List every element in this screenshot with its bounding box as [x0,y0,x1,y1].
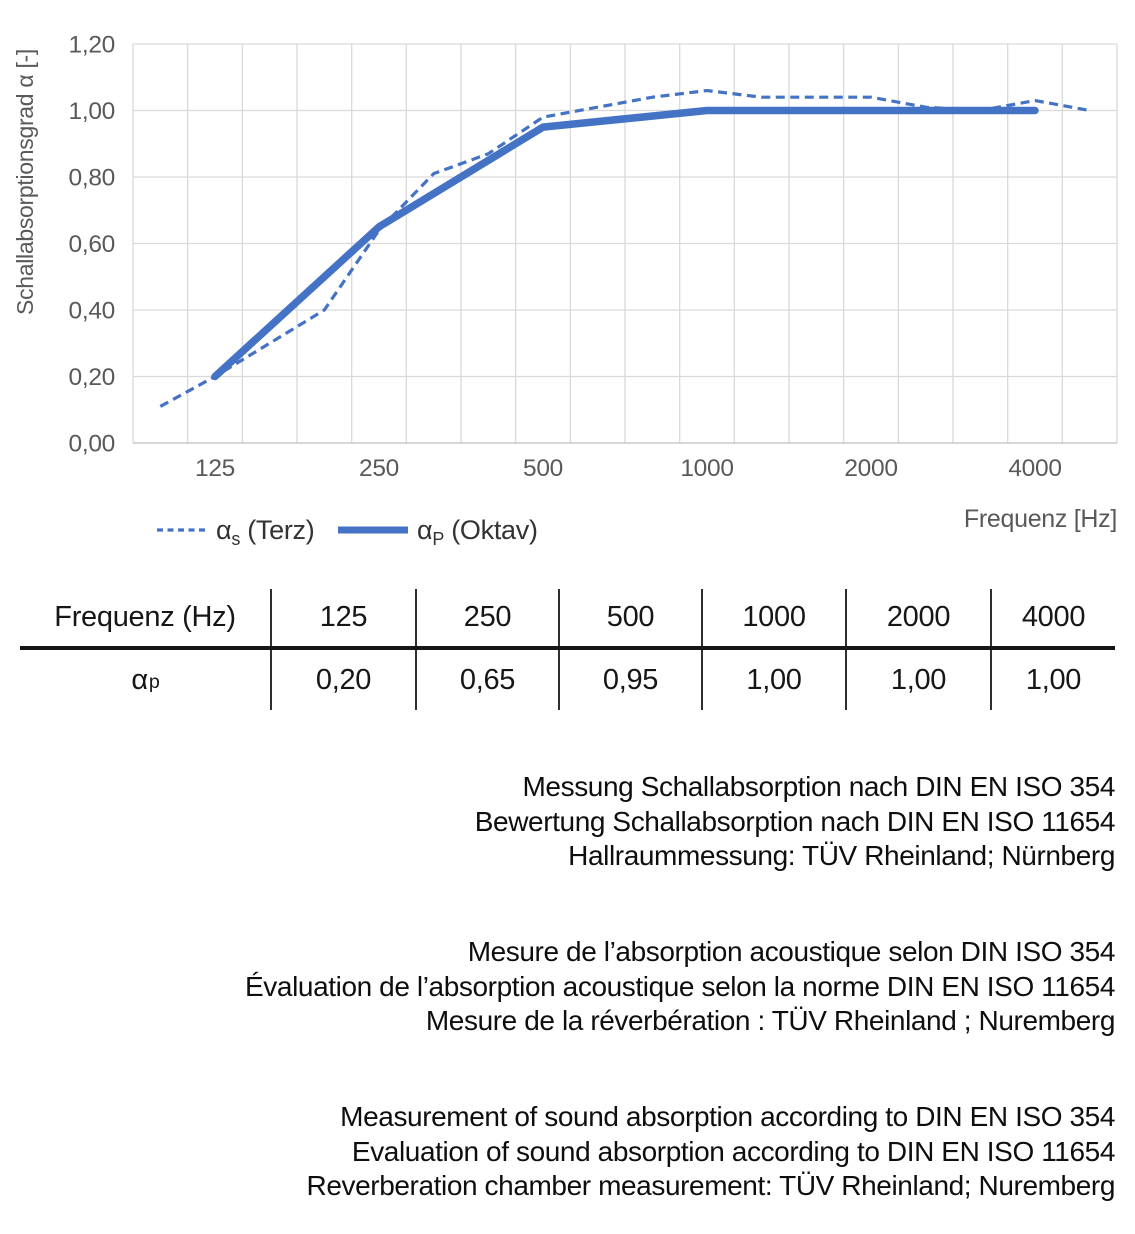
chart-legend [157,515,538,549]
note-german [475,770,1115,874]
note-line: Hallraummessung: TÜV Rheinland; Nürnberg [568,840,1115,872]
table-header-cell: 4000 [990,589,1115,646]
note-english [307,1100,1116,1204]
table-value-cell: 1,00 [701,650,845,710]
y-axis-title: Schallabsorptionsgrad α [-] [12,48,38,316]
table-value-cell: 0,95 [558,650,701,710]
y-tick-label: 0,40 [68,297,115,325]
table-value-cell: 0,65 [415,650,558,710]
x-tick-label: 125 [195,455,235,482]
x-tick-label: 1000 [680,455,734,482]
table-value-cell: 1,00 [990,650,1115,710]
table-header-cell: 1000 [701,589,845,646]
y-tick-label: 1,20 [68,31,115,59]
x-tick-label: 4000 [1008,455,1062,482]
note-line: Evaluation of sound absorption according to DIN EN ISO 11654 [351,1135,1115,1167]
absorption-chart [0,0,1135,560]
y-tick-label: 0,20 [68,364,115,391]
table-value-cell: 1,00 [845,650,990,710]
chart-gridlines [133,44,1117,443]
table-header-row [20,589,1115,646]
note-line: Évaluation de l’absorption acoustique selon la norme DIN EN ISO 11654 [245,970,1115,1002]
note-line: Mesure de la réverbération : TÜV Rheinland ; Nuremberg [425,1005,1115,1037]
x-axis-tick-labels [195,455,1062,482]
x-axis-title: Frequenz [Hz] [963,505,1117,533]
table-header-cell: 500 [558,589,701,646]
legend-item-terz [157,515,314,549]
note-line: Measurement of sound absorption according to DIN EN ISO 354 [340,1101,1115,1132]
x-tick-label: 2000 [844,455,898,482]
note-line: Mesure de l’absorption acoustique selon DIN ISO 354 [467,936,1115,967]
table-header-cell: 125 [270,589,415,646]
note-french [245,935,1115,1039]
legend-item-oktav [338,515,538,549]
table-header-cell: 250 [415,589,558,646]
y-tick-label: 0,80 [68,164,115,192]
y-axis-tick-labels [69,32,115,458]
table-row-label-alpha-p: α $_p$ [131,663,160,696]
note-line: Reverberation chamber measurement: TÜV Rheinland; Nuremberg [306,1170,1115,1202]
y-tick-label: 1,00 [68,98,115,125]
x-tick-label: 500 [523,455,563,482]
note-line: Messung Schallabsorption nach DIN EN ISO 354 [522,771,1115,802]
legend-label: $\alpha_P$ (Oktav) [417,515,538,549]
table-header-label: Frequenz (Hz) [54,601,236,633]
legend-label: $\alpha_s$ (Terz) [216,515,315,549]
x-tick-label: 250 [359,455,399,482]
table-value-row [20,650,1115,710]
table-header-cell: 2000 [845,589,990,646]
note-line: Bewertung Schallabsorption nach DIN EN ISO 11654 [474,805,1115,837]
absorption-table [20,589,1115,710]
y-tick-label: 0,00 [68,430,115,458]
table-value-cell: 0,20 [270,650,415,710]
y-tick-label: 0,60 [68,231,115,258]
